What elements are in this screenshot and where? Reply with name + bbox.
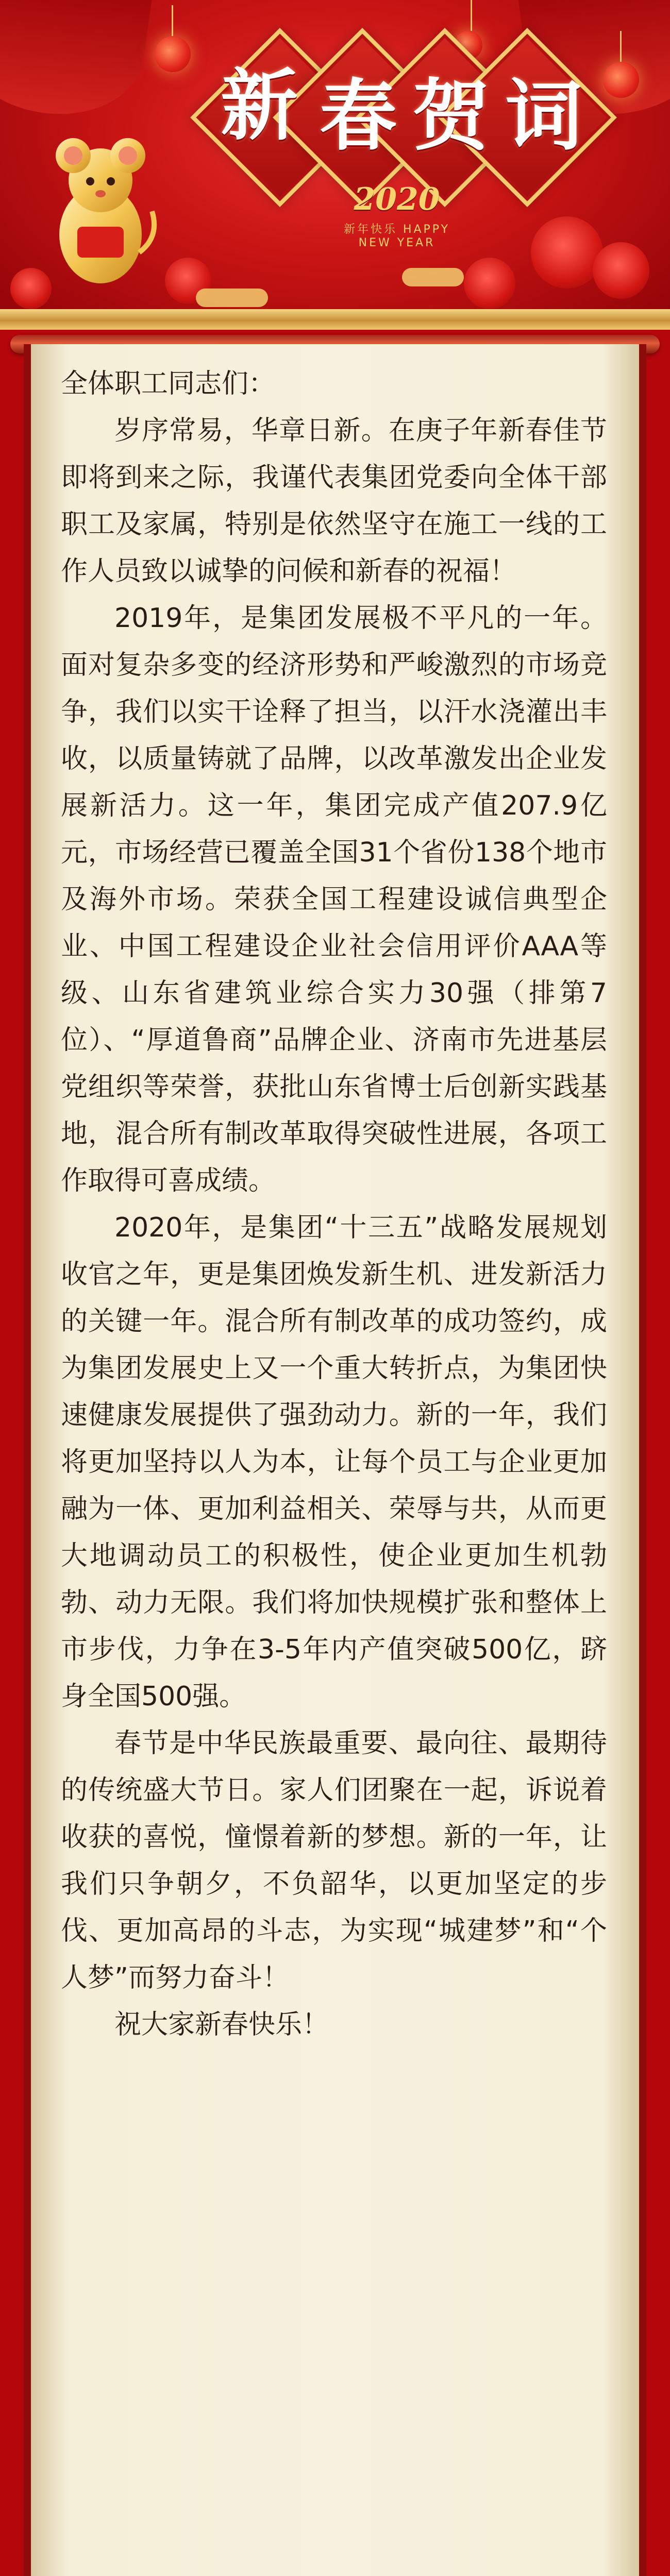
header-banner xyxy=(0,0,670,330)
paragraph: 2019年，是集团发展极不平凡的一年。面对复杂多变的经济形势和严峻激烈的市场竞争，我们以实干诠释了担当，以汗水浇灌出丰收，以质量铸就了品牌，以改革激发出企业发展新活力。这一年，集团完成产值207.9亿元，市场经营已覆盖全国31个省份138个地市及海外市场。荣获全国工程建设诚信典型企业、中国工程建设企业社会信用评价AAA等级、山东省建筑业综合实力30强（排第7位）、“厚道鲁商”品牌企业、济南市先进基层党组织等荣誉，获批山东省博士后创新实践基地，混合所有制改革取得突破性进展，各项工作取得可喜成绩。 xyxy=(61,603,607,1196)
year-subtitle: 新年快乐 HAPPY NEW YEAR xyxy=(343,223,450,249)
title-char: 词 xyxy=(505,71,582,161)
plum-blossom-icon xyxy=(10,268,52,309)
paragraph: 2020年，是集团“十三五”战略发展规划收官之年，更是集团焕发新生机、进发新活力的关键一年。混合所有制改革的成功签约，成为集团发展史上又一个重大转折点，为集团快速健康发展提供了强劲动力。新的一年，我们将更加坚持以人为本，让每个员工与企业更加融为一体、更加利益相关、荣辱与共，从而更大地调动员工的积极性，使企业更加生机勃勃、动力无限。我们将加快规模扩张和整体上市步伐，力争在3-5年内产值突破500亿，跻身全国500强。 xyxy=(61,1212,607,1712)
paragraph: 岁序常易，华章日新。在庚子年新春佳节即将到来之际，我谨代表集团党委向全体干部职工及家属，特别是依然坚守在施工一线的工作人员致以诚挚的问候和新春的祝福！ xyxy=(61,415,607,587)
title-char: 新 xyxy=(220,60,298,151)
salutation: 全体职工同志们： xyxy=(61,368,276,399)
lantern-icon xyxy=(603,62,639,98)
plum-blossom-icon xyxy=(593,242,649,299)
title-char: 贺 xyxy=(412,71,490,161)
paragraph: 祝大家新春快乐！ xyxy=(114,2009,329,2040)
title-char: 春 xyxy=(319,71,397,161)
lantern-icon xyxy=(155,36,191,72)
year-label: 2020 xyxy=(354,181,440,217)
plum-blossom-icon xyxy=(464,258,515,309)
letter-body xyxy=(61,361,607,2048)
plum-blossom-icon xyxy=(531,216,603,289)
paragraph: 春节是中华民族最重要、最向往、最期待的传统盛大节日。家人们团聚在一起，诉说着收获的喜悦，憧憬着新的梦想。新的一年，让我们只争朝夕，不负韶华，以更加坚定的步伐、更加高昂的斗志，为实现“城建梦”和“个人梦”而努力奋斗！ xyxy=(61,1728,607,1993)
curtain-left xyxy=(0,0,153,126)
golden-mouse-icon xyxy=(41,124,160,289)
cloud-icon xyxy=(196,289,268,307)
cloud-icon xyxy=(402,268,464,286)
gold-divider xyxy=(0,309,670,330)
